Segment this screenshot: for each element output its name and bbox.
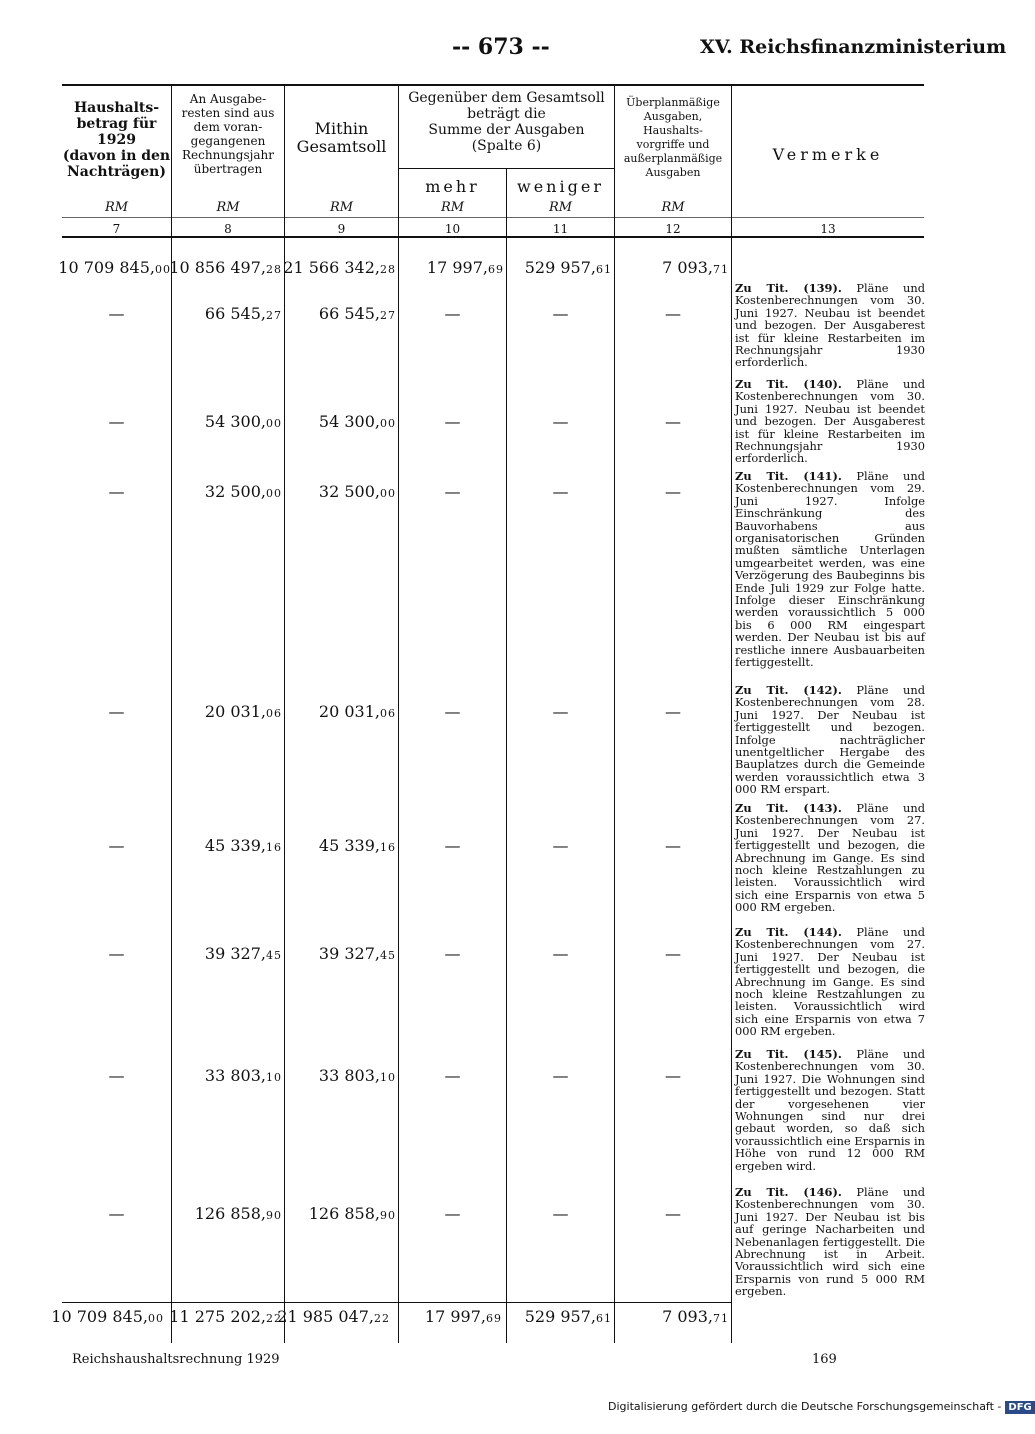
table-top-rule [62, 84, 924, 86]
col9-value: 45 339,16 [318, 836, 396, 855]
totals-rule [62, 1302, 732, 1303]
remark-text [735, 802, 925, 914]
remark-text [735, 926, 925, 1038]
carry-col9: 21 566 342,28 [283, 258, 396, 277]
col10-dash: — [444, 702, 461, 721]
col11-dash: — [552, 702, 569, 721]
col12-dash: — [665, 1204, 681, 1223]
col9-value: 66 545,27 [318, 304, 396, 323]
col7-dash: — [108, 1066, 125, 1085]
total-col10: 17 997,69 [424, 1307, 502, 1326]
col8-value: 54 300,00 [204, 412, 282, 431]
carry-col10: 17 997,69 [426, 258, 504, 277]
col10-number: 10 [444, 222, 461, 236]
col11-dash: — [552, 482, 569, 501]
total-col8: 11 275 202,22 [169, 1307, 282, 1326]
col-divider-12-13 [731, 85, 732, 1343]
col10-dash: — [444, 1066, 461, 1085]
col8-value: 20 031,06 [204, 702, 282, 721]
col7-unit: RM [104, 200, 129, 215]
col9-value: 33 803,10 [318, 1066, 396, 1085]
remark-body: Pläne und Kostenberechnungen vom 30. Juni 1927. Die Wohnungen sind fertiggestellt und bezogen. Statt der vorgesehenen vier Wohnungen sind nur drei gebaut worden, so daß sich voraussichtlich eine Ersparnis in Höhe von rund 12 000 RM ergeben wird. [735, 1047, 925, 1173]
col13-heading: Vermerke [772, 145, 884, 164]
col9-heading: Mithin Gesamtsoll [296, 119, 387, 156]
col7-number: 7 [112, 222, 121, 236]
total-col12: 7 093,71 [662, 1307, 729, 1326]
col12-dash: — [665, 836, 681, 855]
col8-value: 32 500,00 [204, 482, 282, 501]
col9-value: 54 300,00 [318, 412, 396, 431]
col7-dash: — [108, 702, 125, 721]
col10-unit: RM [440, 200, 465, 215]
units-rule [62, 217, 924, 218]
col7-dash: — [108, 836, 125, 855]
footer-publication: Reichshaushaltsrechnung 1929 [72, 1352, 280, 1367]
col12-dash: — [665, 1066, 681, 1085]
col11-dash: — [552, 836, 569, 855]
col8-value: 126 858,90 [194, 1204, 282, 1223]
col10-heading: mehr [425, 177, 480, 196]
col11-dash: — [552, 1204, 569, 1223]
section-title: XV. Reichsfinanzministerium [700, 36, 1007, 58]
col8-value: 45 339,16 [204, 836, 282, 855]
col10-dash: — [444, 1204, 461, 1223]
col10-dash: — [444, 944, 461, 963]
total-col7: 10 709 845,00 [51, 1307, 164, 1326]
col7-dash: — [108, 412, 125, 431]
col10-dash: — [444, 836, 461, 855]
col12-dash: — [665, 702, 681, 721]
page-header [0, 34, 1007, 64]
col11-number: 11 [552, 222, 569, 236]
group-heading: Gegenüber dem Gesamtsoll beträgt die Summe der Ausgaben (Spalte 6) [408, 90, 605, 154]
remark-text [735, 282, 925, 369]
col7-dash: — [108, 304, 125, 323]
remark-body: Pläne und Kostenberechnungen vom 30. Juni 1927. Der Neubau ist bis auf geringe Nacharbeiten und Nebenanlagen fertiggestellt. Die Abrechnung ist in Arbeit. Voraussichtlich wird sich eine Ersparnis von rund 5 000 RM ergeben. [735, 1185, 925, 1299]
col11-dash: — [552, 944, 569, 963]
col9-value: 32 500,00 [318, 482, 396, 501]
col12-unit: RM [661, 200, 685, 215]
col10-dash: — [444, 412, 461, 431]
remark-title: Zu Tit. (139). [735, 281, 842, 295]
remark-text [735, 470, 925, 669]
col8-number: 8 [224, 222, 232, 236]
dfg-logo: DFG [1005, 1401, 1034, 1414]
remark-text [735, 1048, 925, 1172]
col11-dash: — [552, 304, 569, 323]
col11-dash: — [552, 412, 569, 431]
remark-text [735, 684, 925, 796]
remark-body: Pläne und Kostenberechnungen vom 30. Juni 1927. Neubau ist beendet und bezogen. Der Ausgaberest ist für kleine Restarbeiten im Rechnungsjahr 1930 erforderlich. [735, 281, 925, 370]
col8-value: 66 545,27 [204, 304, 282, 323]
col7-dash: — [108, 1204, 125, 1223]
col12-dash: — [665, 412, 681, 431]
carry-col11: 529 957,61 [524, 258, 612, 277]
col11-unit: RM [548, 200, 573, 215]
col10-dash: — [444, 304, 461, 323]
total-col9: 21 985 047,22 [277, 1307, 390, 1326]
remark-title: Zu Tit. (142). [735, 683, 842, 697]
col12-dash: — [665, 482, 681, 501]
dfg-credit: Digitalisierung gefördert durch die Deutsche Forschungsgemeinschaft - DFG [608, 1400, 1035, 1414]
col9-value: 39 327,45 [318, 944, 396, 963]
total-col11: 529 957,61 [524, 1307, 612, 1326]
col8-heading: An Ausgabe- resten sind aus dem voran- gegangenen Rechnungsjahr übertragen [181, 92, 275, 176]
col8-value: 33 803,10 [204, 1066, 282, 1085]
col-divider-10-11 [506, 169, 507, 1343]
remark-body: Pläne und Kostenberechnungen vom 28. Juni 1927. Der Neubau ist fertiggestellt und bezogen. Infolge nachträglicher unentgeltlicher Hergabe des Bauplatzes durch die Gemeinde werden voraussichtlich etwa 3 000 RM erspart. [735, 683, 925, 797]
remark-title: Zu Tit. (140). [735, 377, 842, 391]
footer-page-number: 169 [812, 1352, 837, 1367]
col7-dash: — [108, 944, 125, 963]
remark-title: Zu Tit. (144). [735, 925, 842, 939]
page-number: -- 673 -- [452, 34, 550, 60]
col12-number: 12 [665, 222, 681, 236]
col10-dash: — [444, 482, 461, 501]
remark-title: Zu Tit. (143). [735, 801, 842, 815]
header-bottom-rule [62, 236, 924, 238]
col11-heading: weniger [517, 177, 604, 196]
remark-body: Pläne und Kostenberechnungen vom 29. Juni 1927. Infolge Einschränkung des Bauvorhabens aus organisatorischen Gründen mußten sämtliche Unterlagen umgearbeitet werden, was eine Verzögerung des Baubeginns bis Ende Juli 1929 zur Folge hatte. Infolge dieser Einschränkung werden voraussichtlich 5 000 bis 6 000 RM eingespart werden. Der Neubau ist bis auf restliche innere Ausbauarbeiten fertiggestellt. [735, 469, 925, 670]
carry-col8: 10 856 497,28 [169, 258, 282, 277]
col12-heading: Überplanmäßige Ausgaben, Haushalts- vorgriffe und außerplanmäßige Ausgaben [623, 96, 723, 179]
col11-dash: — [552, 1066, 569, 1085]
col12-dash: — [665, 304, 681, 323]
col9-unit: RM [329, 200, 354, 215]
remark-body: Pläne und Kostenberechnungen vom 30. Juni 1927. Neubau ist beendet und bezogen. Der Ausgaberest ist für kleine Restarbeiten im Rechnungsjahr 1930 erforderlich. [735, 377, 925, 466]
col9-value: 126 858,90 [308, 1204, 396, 1223]
col9-number: 9 [337, 222, 346, 236]
remark-text [735, 378, 925, 465]
remark-body: Pläne und Kostenberechnungen vom 27. Juni 1927. Der Neubau ist fertiggestellt und bezogen, die Abrechnung im Gange. Es sind noch kleine Restzahlungen zu leisten. Voraussichtlich wird sich eine Ersparnis von etwa 5 000 RM ergeben. [735, 801, 925, 915]
col13-number: 13 [820, 222, 836, 236]
col8-value: 39 327,45 [204, 944, 282, 963]
carry-col12: 7 093,71 [662, 258, 729, 277]
col9-value: 20 031,06 [318, 702, 396, 721]
col8-unit: RM [216, 200, 240, 215]
remark-title: Zu Tit. (141). [735, 469, 842, 483]
remark-title: Zu Tit. (145). [735, 1047, 842, 1061]
remark-text [735, 1186, 925, 1298]
carry-col7: 10 709 845,00 [58, 258, 171, 277]
col7-dash: — [108, 482, 125, 501]
col12-dash: — [665, 944, 681, 963]
remark-body: Pläne und Kostenberechnungen vom 27. Juni 1927. Der Neubau ist fertiggestellt und bezogen, die Abrechnung im Gange. Es sind noch kleine Restzahlungen zu leisten. Voraussichtlich wird sich eine Ersparnis von etwa 7 000 RM ergeben. [735, 925, 925, 1039]
col7-heading: Haushalts- betrag für 1929 (davon in den Nachträgen) [62, 100, 171, 180]
remark-title: Zu Tit. (146). [735, 1185, 842, 1199]
